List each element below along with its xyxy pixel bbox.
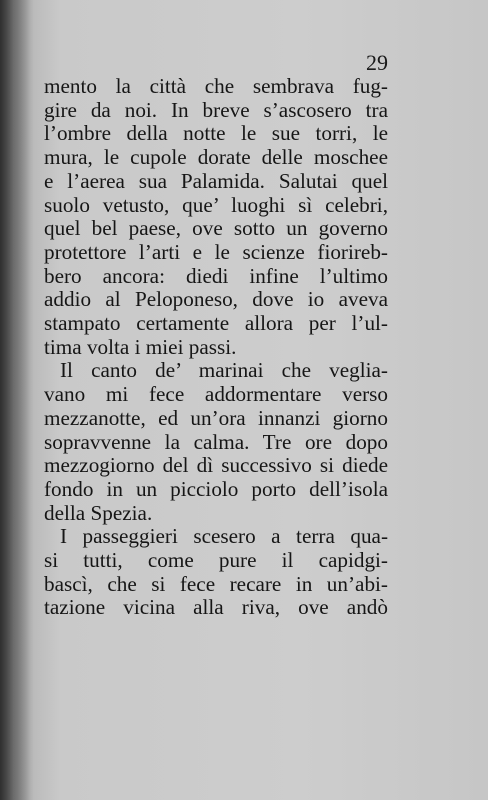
text-line: stampato certamente allora per l’ul- — [44, 311, 388, 336]
page-number: 29 — [366, 50, 388, 75]
text-line: l’ombre della notte le sue torri, le — [44, 121, 388, 146]
text-line: quel bel paese, ove sotto un governo — [44, 216, 388, 241]
body-text — [44, 75, 388, 620]
text-line: mura, le cupole dorate delle moschee — [44, 145, 388, 170]
text-line: e l’aerea sua Palamida. Salutai quel — [44, 168, 388, 193]
text-line: tima volta i miei passi. — [44, 334, 237, 359]
text-line: suolo vetusto, que’ luoghi sì celebri, — [44, 192, 388, 217]
text-line: bero ancora: diedi infine l’ultimo — [44, 263, 388, 288]
paragraph-3 — [44, 525, 388, 620]
text-line: sopravvenne la calma. Tre ore dopo — [44, 429, 388, 454]
paragraph-2 — [44, 359, 388, 525]
text-line: gire da noi. In breve s’ascosero tra — [44, 97, 388, 122]
text-line: mento la città che sembrava fug- — [44, 74, 388, 98]
text-line: protettore l’arti e le scienze fiorireb- — [44, 239, 388, 264]
text-line: della Spezia. — [44, 500, 153, 525]
text-line: mezzogiorno del dì successivo si diede — [44, 453, 388, 478]
text-line: tazione vicina alla riva, ove andò — [44, 595, 388, 620]
paragraph-1 — [44, 75, 388, 359]
text-line: bascì, che si fece recare in un’abi- — [44, 571, 388, 596]
text-line: addio al Peloponeso, dove io aveva — [44, 287, 388, 312]
binding-gutter-shadow — [0, 0, 34, 800]
text-line: si tutti, come pure il capidgi- — [44, 548, 388, 573]
text-line: vano mi fece addormentare verso — [44, 382, 388, 407]
text-line: I passeggieri scesero a terra qua- — [60, 524, 388, 549]
text-line: Il canto de’ marinai che veglia- — [60, 358, 388, 383]
text-line: mezzanotte, ed un’ora innanzi giorno — [44, 405, 388, 430]
text-line: fondo in un picciolo porto dell’isola — [44, 476, 388, 501]
